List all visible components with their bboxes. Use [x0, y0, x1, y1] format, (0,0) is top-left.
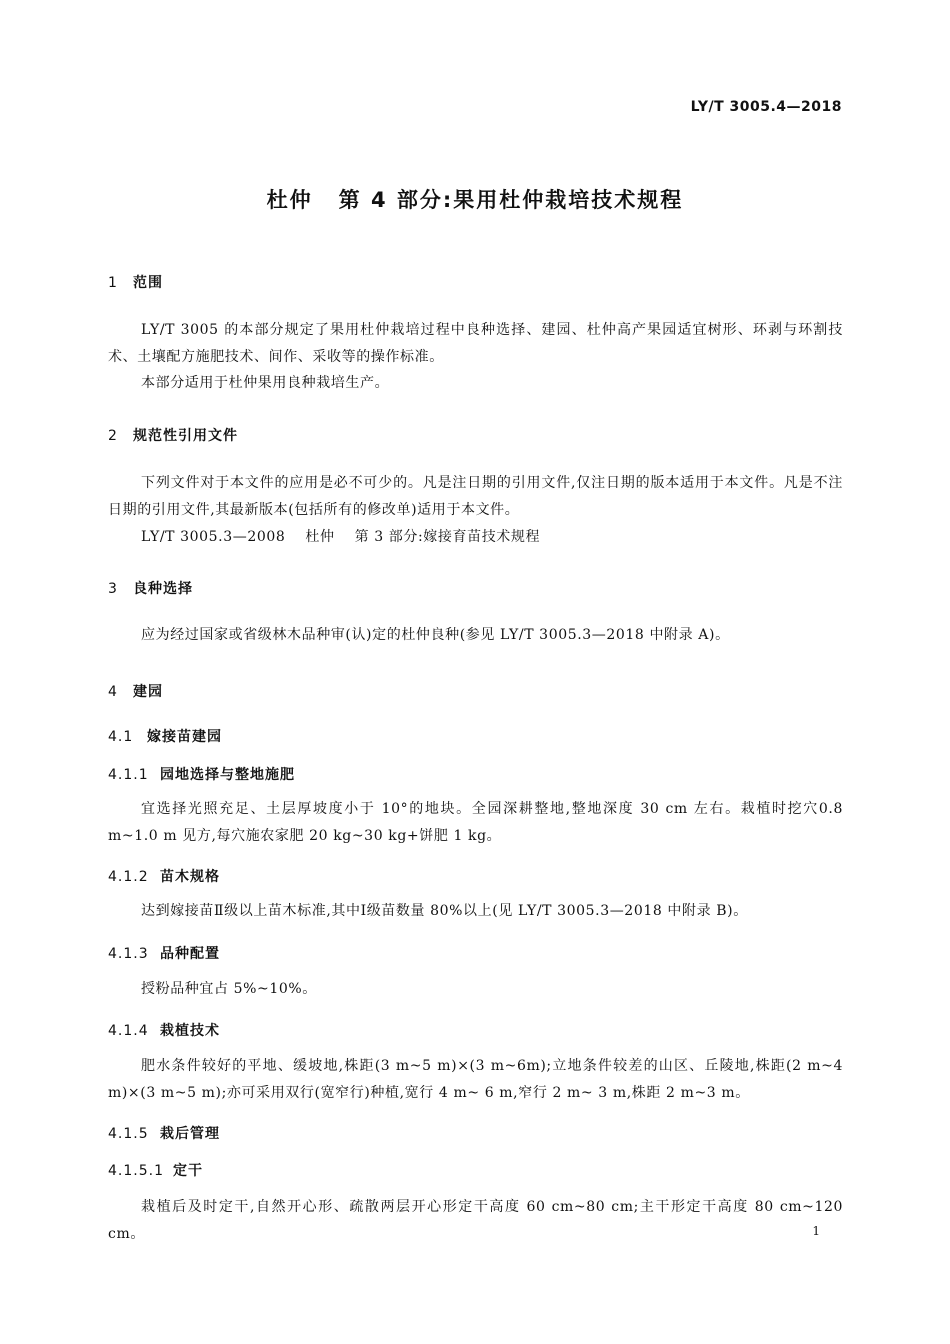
section-1-paragraph-2: 本部分适用于杜仲果用良种栽培生产。 — [141, 375, 390, 391]
section-2-paragraph-1: 下列文件对于本文件的应用是必不可少的。凡是注日期的引用文件,仅注日期的版本适用于本文件。凡是不注日期的引用文件,其最新版本(包括所有的修改单)适用于本文件。 — [108, 475, 843, 518]
section-1-paragraph-1: LY/T 3005 的本部分规定了果用杜仲栽培过程中良种选择、建园、杜仲高产果园适宜树形、环剥与环割技术、土壤配方施肥技术、间作、采收等的操作标准。 — [108, 322, 843, 365]
normative-reference — [141, 526, 540, 546]
section-3-paragraph-1: 应为经过国家或省级林木品种审(认)定的杜仲良种(参见 LY/T 3005.3—2018 中附录 A)。 — [141, 627, 730, 643]
title-part2: 第 4 部分:果用杜仲栽培技术规程 — [338, 188, 684, 212]
section-4-heading: 4 建园 — [108, 684, 163, 700]
title-part1: 杜仲 — [266, 188, 313, 212]
reference-code: LY/T 3005.3—2008 — [141, 529, 286, 545]
section-4-1-3-paragraph: 授粉品种宜占 5%~10%。 — [141, 981, 317, 997]
section-4-1-3-heading: 4.1.3 品种配置 — [108, 946, 220, 962]
section-4-1-4-paragraph: 肥水条件较好的平地、缓坡地,株距(3 m~5 m)×(3 m~6m);立地条件较差的山区、丘陵地,株距(2 m~4 m)×(3 m~5 m);亦可采用双行(宽窄行)种植,宽行 4 m~ 6 m,窄行 2 m~ 3 m,株距 2 m~3 m。 — [108, 1058, 843, 1101]
section-4-1-2-paragraph: 达到嫁接苗Ⅱ级以上苗木标准,其中Ⅰ级苗数量 80%以上(见 LY/T 3005.3—2018 中附录 B)。 — [141, 903, 748, 919]
section-1-heading: 1 范围 — [108, 275, 163, 291]
document-title — [0, 184, 950, 214]
section-3-heading: 3 良种选择 — [108, 581, 193, 597]
section-4-1-1-heading: 4.1.1 园地选择与整地施肥 — [108, 767, 295, 783]
section-4-1-1-paragraph: 宜选择光照充足、土层厚坡度小于 10°的地块。全园深耕整地,整地深度 30 cm 左右。栽植时挖穴0.8 m~1.0 m 见方,每穴施农家肥 20 kg~30 kg+饼肥 1 kg。 — [108, 801, 843, 844]
section-4-1-5-heading: 4.1.5 栽后管理 — [108, 1126, 220, 1142]
section-2-heading: 2 规范性引用文件 — [108, 428, 238, 444]
section-4-1-5-1-paragraph: 栽植后及时定干,自然开心形、疏散两层开心形定干高度 60 cm~80 cm;主干形定干高度 80 cm~120 cm。 — [108, 1199, 843, 1242]
reference-title-1: 杜仲 — [305, 529, 335, 545]
section-4-1-heading: 4.1 嫁接苗建园 — [108, 729, 222, 745]
standard-code: LY/T 3005.4—2018 — [690, 99, 842, 115]
reference-title-2: 第 3 部分:嫁接育苗技术规程 — [354, 529, 541, 545]
section-4-1-2-heading: 4.1.2 苗木规格 — [108, 869, 220, 885]
section-4-1-4-heading: 4.1.4 栽植技术 — [108, 1023, 220, 1039]
page-number: 1 — [812, 1224, 820, 1238]
section-4-1-5-1-heading: 4.1.5.1 定干 — [108, 1163, 203, 1179]
